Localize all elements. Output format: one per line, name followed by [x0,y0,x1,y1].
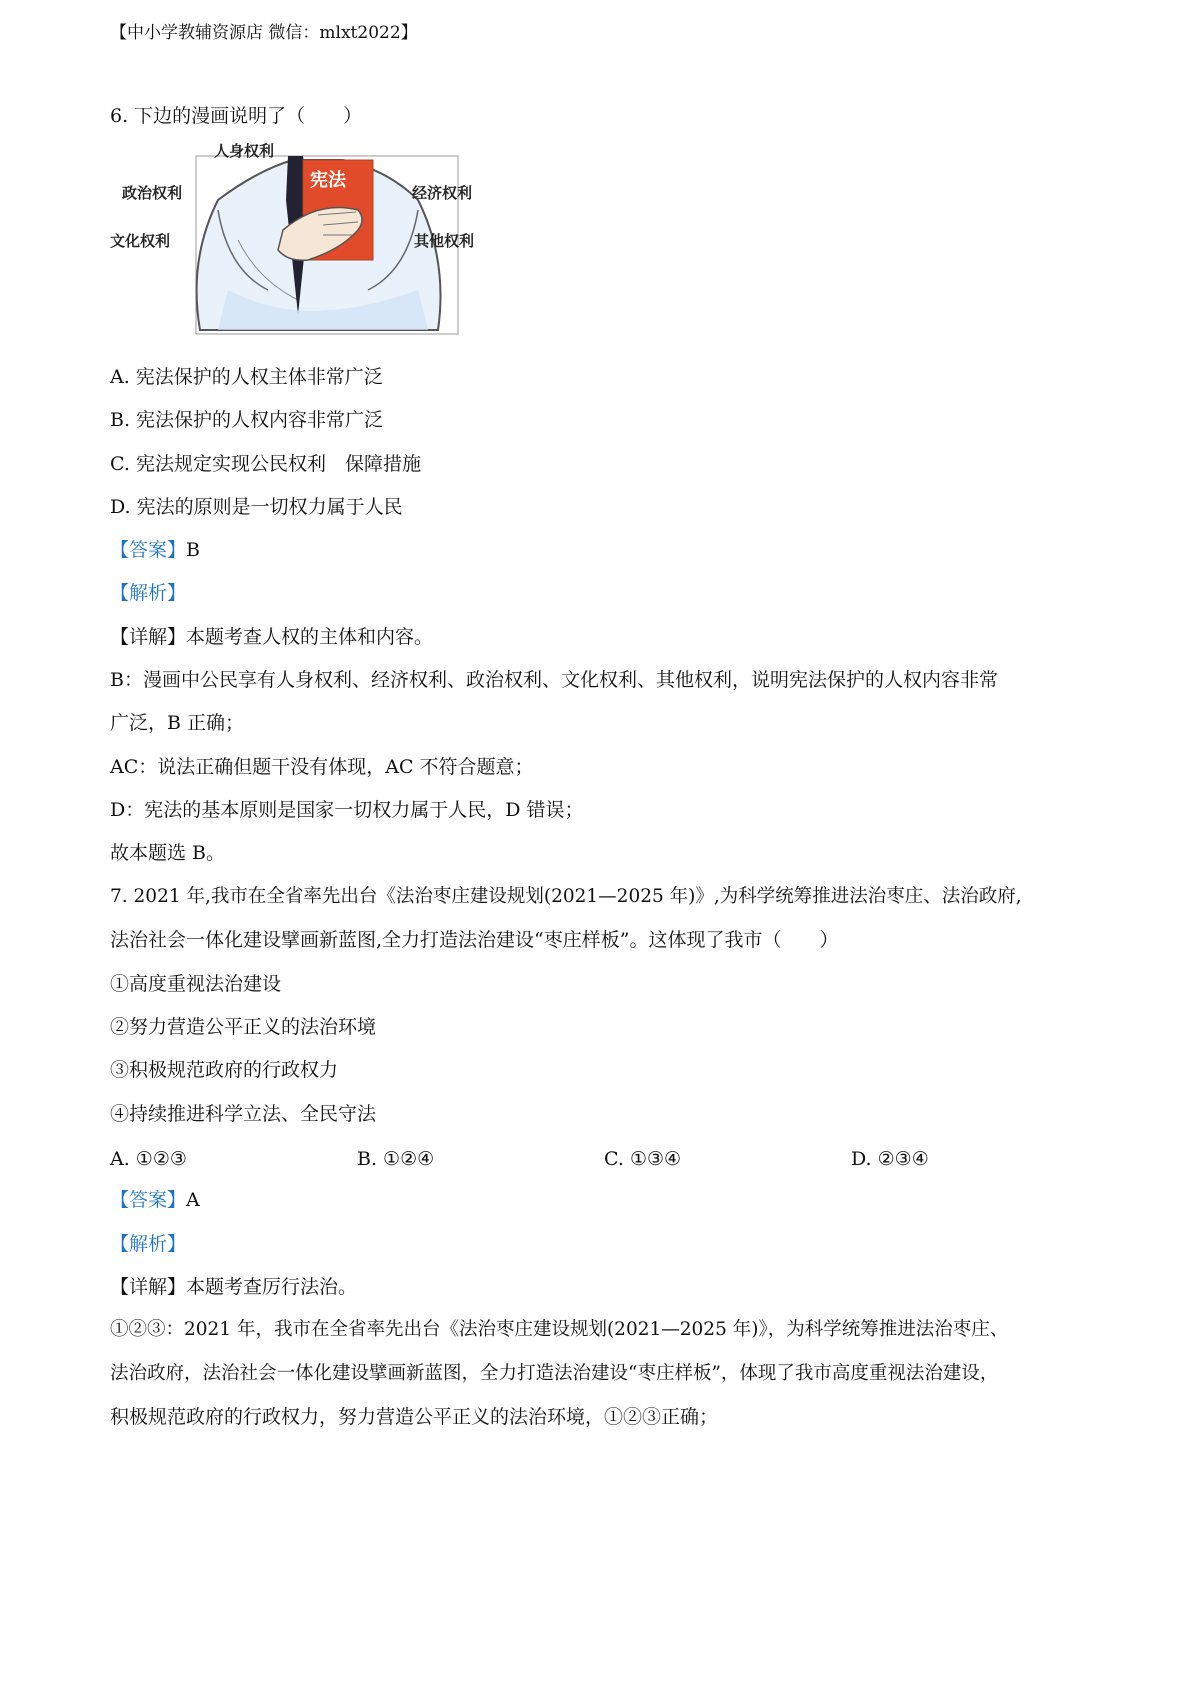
q7-item: ③积极规范政府的行政权力 [110,1059,339,1081]
q6-analysis-tag: 【解析】 [110,582,187,604]
q7-stem-line: 法治社会一体化建设擘画新蓝图,全力打造法治建设“枣庄样板”。这体现了我市（ ） [110,929,839,951]
q6-explain-line: B：漫画中公民享有人身权利、经济权利、政治权利、文化权利、其他权利，说明宪法保护的人权内容非常 [110,669,998,691]
header-source: 【中小学教辅资源店 微信：mlxt2022】 [110,23,418,43]
q7-item: ②努力营造公平正义的法治环境 [110,1016,377,1038]
label-economic-rights: 经济权利 [412,184,473,202]
q6-explain-line: AC：说法正确但题干没有体现，AC 不符合题意； [110,756,534,778]
q6-explain-line: D：宪法的基本原则是国家一切权力属于人民，D 错误； [110,799,584,821]
answer-tag: 【答案】 [110,539,187,561]
label-cultural-rights: 文化权利 [110,232,171,250]
q7-explain-line: 法治政府，法治社会一体化建设擘画新蓝图，全力打造法治建设“枣庄样板”，体现了我市高度重视法治建设， [110,1363,999,1384]
q7-choice-c: C. ①③④ [604,1148,682,1170]
q7-analysis-tag: 【解析】 [110,1233,187,1255]
q7-choice-d: D. ②③④ [851,1148,929,1170]
answer-tag: 【答案】 [110,1189,187,1211]
q6-explain-line: 广泛，B 正确； [110,712,245,734]
q7-detail: 【详解】本题考查厉行法治。 [110,1276,358,1298]
label-political-rights: 政治权利 [122,184,183,202]
book-title: 宪法 [310,170,346,191]
q6-option-d: D. 宪法的原则是一切权力属于人民 [110,496,403,518]
label-personal-rights: 人身权利 [214,142,275,160]
q6-answer [110,541,200,560]
q7-choice-b: B. ①②④ [357,1148,435,1170]
q6-option-b: B. 宪法保护的人权内容非常广泛 [110,409,384,431]
cartoon-image [110,140,518,335]
q6-explain-line: 故本题选 B。 [110,842,226,864]
q7-choice-a: A. ①②③ [110,1148,187,1170]
q7-answer [110,1191,200,1210]
q7-explain-line: ①②③：2021 年，我市在全省率先出台《法治枣庄建设规划(2021—2025 年)》，为科学统筹推进法治枣庄、 [110,1319,1009,1340]
q7-stem-line: 7. 2021 年,我市在全省率先出台《法治枣庄建设规划(2021—2025 年)》,为科学统筹推进法治枣庄、法治政府, [110,886,1022,907]
q6-detail: 【详解】本题考查人权的主体和内容。 [110,626,434,648]
label-other-rights: 其他权利 [414,232,475,250]
q7-item: ④持续推进科学立法、全民守法 [110,1103,377,1125]
answer-value: A [186,1189,200,1211]
q6-option-c: C. 宪法规定实现公民权利 保障措施 [110,453,421,475]
q7-item: ①高度重视法治建设 [110,973,282,995]
q6-stem: 6. 下边的漫画说明了（ ） [110,105,363,127]
q7-explain-line: 积极规范政府的行政权力，努力营造公平正义的法治环境，①②③正确； [110,1406,719,1428]
q6-option-a: A. 宪法保护的人权主体非常广泛 [110,366,383,388]
answer-value: B [186,539,200,561]
